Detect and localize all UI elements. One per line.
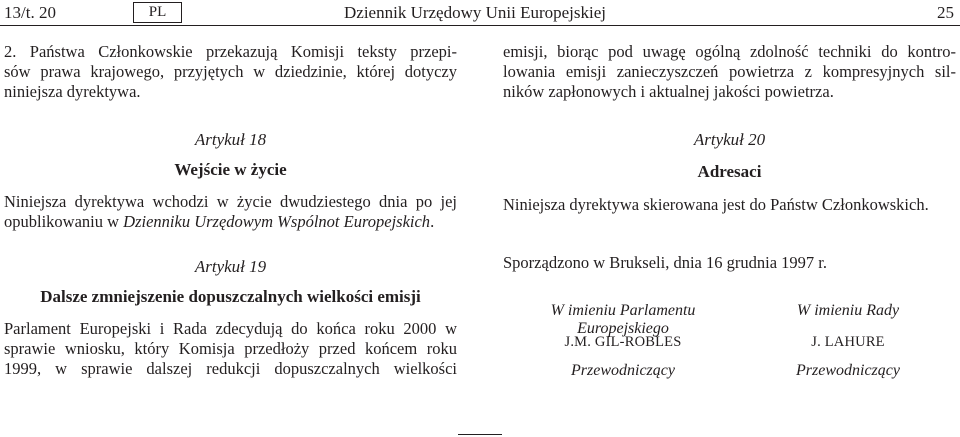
- signatory-name: J. LAHURE: [811, 334, 885, 350]
- article-20-title: Adresaci: [697, 162, 762, 181]
- article-19-number: Artykuł 19: [194, 257, 267, 276]
- article-18-text: [4, 192, 457, 232]
- header-rule: [0, 25, 960, 26]
- text-line: Parlament Europejski i Rada zdecydują do końca roku 2000 w: [4, 319, 457, 338]
- journal-title: Dziennik Urzędowy Unii Europejskiej: [344, 3, 607, 22]
- article-19-continuation: [503, 42, 956, 102]
- article-19-text: [4, 319, 457, 379]
- text-line: Niniejsza dyrektywa wchodzi w życie dwudziestego dnia po jej: [4, 192, 457, 211]
- text-line: sów prawa krajowego, przyjętych w dziedzinie, której dotyczy: [4, 62, 457, 81]
- footer-rule: [458, 434, 502, 435]
- text-line: emisji, biorąc pod uwagę ogólną zdolność techniki do kontro-: [503, 42, 956, 61]
- page-number: 25: [937, 3, 954, 22]
- text-line: sprawie wniosku, który Komisja przedłoży przed końcem roku: [4, 339, 457, 358]
- paragraph-2: [4, 42, 457, 102]
- page-ref: 13/t. 20: [4, 3, 56, 22]
- signature-heading: W imieniu Parlamentu Europejskiego: [550, 302, 696, 337]
- signature-council: [773, 302, 923, 380]
- done-at-line: [503, 253, 956, 273]
- signature-parliament: [503, 302, 743, 380]
- article-19-title: Dalsze zmniejszenie dopuszczalnych wielkości emisji: [40, 287, 421, 306]
- article-18-title: Wejście w życie: [174, 160, 287, 179]
- signatory-role: Przewodniczący: [796, 362, 900, 379]
- article-20-number: Artykuł 20: [693, 130, 766, 149]
- text-line: ników zapłonowych i aktualnej jakości powietrza.: [503, 82, 834, 101]
- text-line: lowania emisji zanieczyszczeń powietrza z kompresyjnych sil-: [503, 62, 956, 81]
- text-line: 2. Państwa Członkowskie przekazują Komisji teksty przepi-: [4, 42, 457, 61]
- journal-name-italic: Dzienniku Urzędowym Wspólnot Europejskich: [123, 212, 431, 231]
- text-line: Niniejsza dyrektywa skierowana jest do Państw Członkowskich.: [503, 195, 929, 214]
- text-line: 1999, w sprawie dalszej redukcji dopuszczalnych wielkości: [4, 359, 457, 378]
- language-code-box: PL: [133, 2, 182, 23]
- page-header: [0, 0, 960, 24]
- signatory-role: Przewodniczący: [571, 362, 675, 379]
- text-line: niniejsza dyrektywa.: [4, 82, 141, 101]
- text-line: Sporządzono w Brukseli, dnia 16 grudnia 1997 r.: [503, 253, 827, 272]
- signature-heading: W imieniu Rady: [796, 302, 900, 319]
- article-20-text: [503, 195, 956, 215]
- text-line: opublikowaniu w Dzienniku Urzędowym Wspólnot Europejskich.: [4, 212, 435, 231]
- signatory-name: J.M. GIL-ROBLES: [564, 334, 682, 350]
- article-18-number: Artykuł 18: [194, 130, 267, 149]
